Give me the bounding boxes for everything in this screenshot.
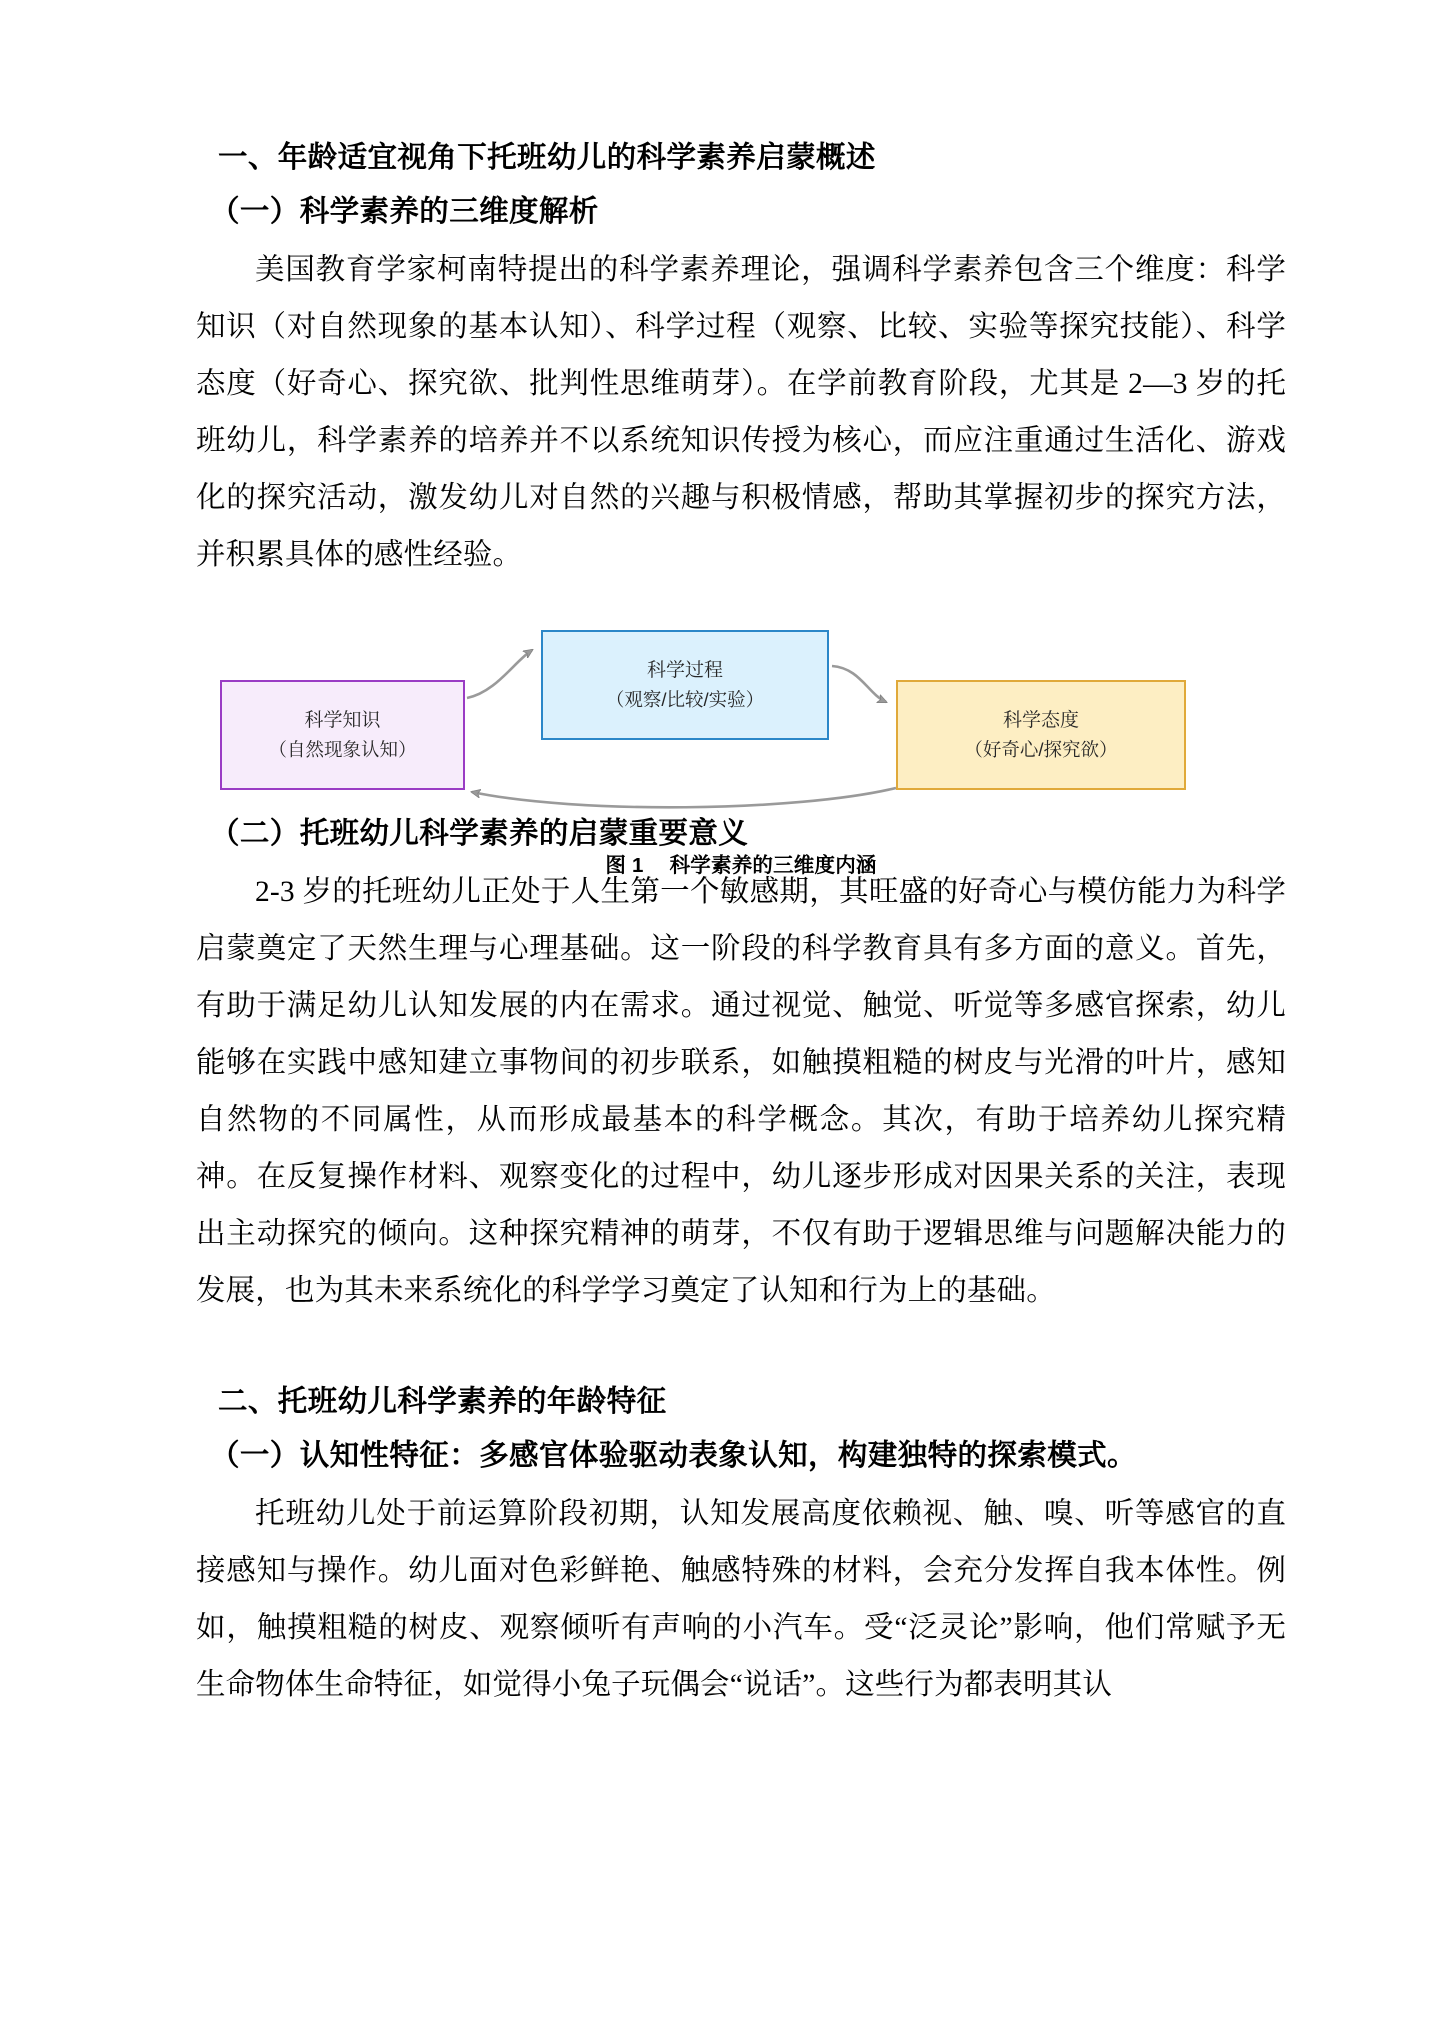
section-1-paragraph-2: 2-3 岁的托班幼儿正处于人生第一个敏感期，其旺盛的好奇心与模仿能力为科学启蒙奠定了天然生理与心理基础。这一阶段的科学教育具有多方面的意义。首先，有助于满足幼儿认知发展的内在需求。通过视觉、触觉、听觉等多感官探索，幼儿能够在实践中感知建立事物间的初步联系，如触摸粗糙的树皮与光滑的叶片，感知自然物的不同属性，从而形成最基本的科学概念。其次，有助于培养幼儿探究精神。在反复操作材料、观察变化的过程中，幼儿逐步形成对因果关系的关注，表现出主动探究的倾向。这种探究精神的萌芽，不仅有助于逻辑思维与问题解决能力的发展，也为其未来系统化的科学学习奠定了认知和行为上的基础。	[196, 876, 1286, 1307]
arrow-knowledge-to-process	[467, 650, 532, 698]
section-2-subheading-1: （一）认知性特征：多感官体验驱动表象认知，构建独特的探索模式。	[210, 1439, 1137, 1472]
node-attitude-title: 科学态度	[1002, 710, 1079, 731]
node-process-subtitle: （观察/比较/实验）	[605, 689, 765, 710]
diagram-node-knowledge	[220, 680, 465, 790]
section-spacer	[196, 1320, 1286, 1376]
arrow-attitude-to-knowledge	[472, 788, 896, 807]
section-2-paragraph-1: 托班幼儿处于前运算阶段初期，认知发展高度依赖视、触、嗅、听等感官的直接感知与操作。幼儿面对色彩鲜艳、触感特殊的材料，会充分发挥自我本体性。例如，触摸粗糙的树皮、观察倾听有声响的小汽车。受“泛灵论”影响，他们常赋予无生命物体生命特征，如觉得小兔子玩偶会“说话”。这些行为都表明其认	[196, 1498, 1286, 1701]
arrow-process-to-attitude	[832, 666, 886, 702]
node-process-title: 科学过程	[646, 660, 723, 681]
figure-1-diagram	[196, 618, 1286, 808]
section-2-heading: 二、托班幼儿科学素养的年龄特征	[218, 1385, 667, 1418]
diagram-node-process	[541, 630, 829, 740]
node-knowledge-subtitle: （自然现象认知）	[268, 739, 417, 760]
figure-1-caption-number: 图 1	[605, 854, 644, 877]
node-knowledge-title: 科学知识	[304, 710, 381, 731]
section-1-heading: 一、年龄适宜视角下托班幼儿的科学素养启蒙概述	[218, 141, 876, 174]
figure-1-caption	[196, 848, 1286, 878]
diagram-node-attitude	[896, 680, 1186, 790]
section-1-paragraph-1: 美国教育学家柯南特提出的科学素养理论，强调科学素养包含三个维度：科学知识（对自然现象的基本认知）、科学过程（观察、比较、实验等探究技能）、科学态度（好奇心、探究欲、批判性思维萌芽）。在学前教育阶段，尤其是 2—3 岁的托班幼儿，科学素养的培养并不以系统知识传授为核心，而应注重通过生活化、游戏化的探究活动，激发幼儿对自然的兴趣与积极情感，帮助其掌握初步的探究方法，并积累具体的感性经验。	[196, 254, 1286, 571]
page-content	[196, 132, 1286, 1714]
node-attitude-subtitle: （好奇心/探究欲）	[964, 739, 1118, 760]
figure-1-caption-text: 科学素养的三维度内涵	[669, 854, 877, 877]
section-1-subheading-1: （一）科学素养的三维度解析	[210, 195, 599, 228]
section-1-subheading-2: （二）托班幼儿科学素养的启蒙重要意义	[210, 817, 749, 850]
